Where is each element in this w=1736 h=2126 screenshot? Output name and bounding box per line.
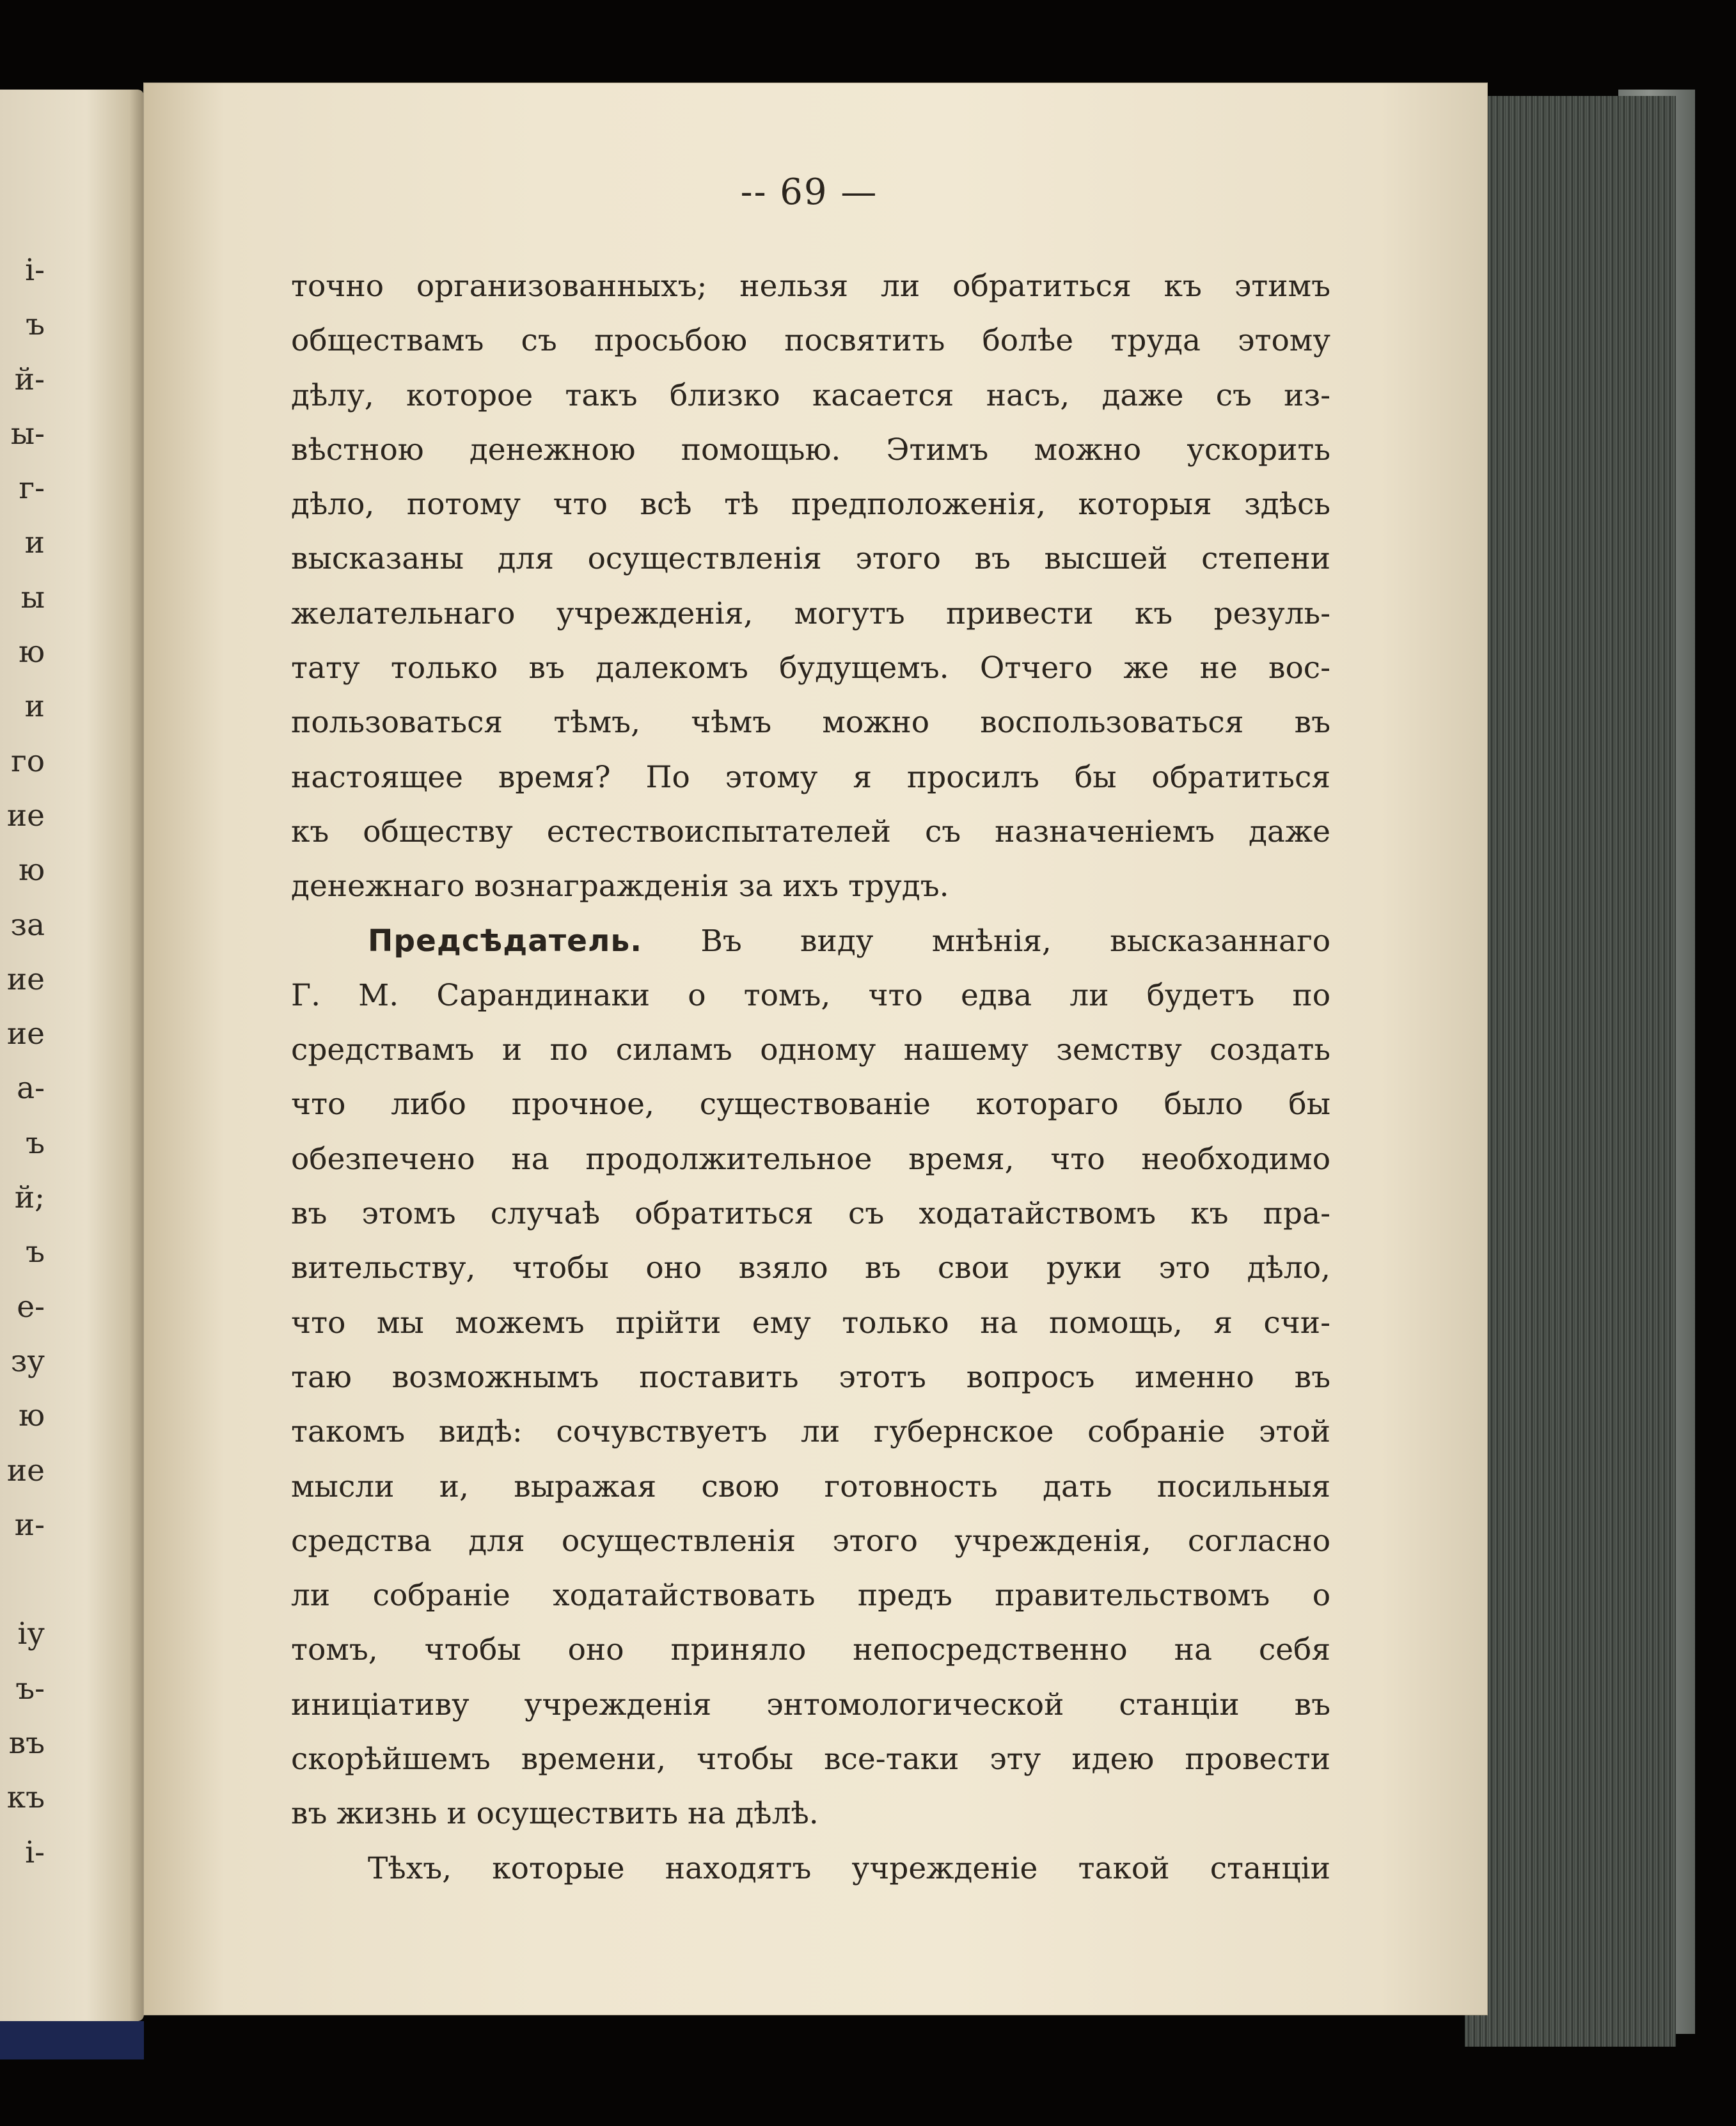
- left-facing-page: [0, 90, 144, 2021]
- left-fragment: а-: [17, 1071, 45, 1106]
- text-line: что либо прочное, существованіе котораго было бы: [291, 1087, 1330, 1122]
- text-line: Тѣхъ, которые находятъ учрежденіе такой станціи: [368, 1850, 1330, 1886]
- left-page-text-fragments: [0, 243, 45, 1880]
- page-number: -- 69 —: [740, 171, 878, 213]
- left-fragment: й;: [14, 1180, 45, 1216]
- left-fragment: за: [10, 907, 45, 943]
- text-line: вѣстною денежною помощью. Этимъ можно ускорить: [291, 432, 1330, 468]
- speaker-text: Въ виду мнѣнія, высказаннаго: [700, 923, 1330, 959]
- left-fragment: ы: [20, 579, 45, 615]
- left-fragment: ъ-: [15, 1671, 45, 1706]
- text-line: дѣло, потому что всѣ тѣ предположенія, которыя здѣсь: [291, 487, 1330, 523]
- text-line: къ обществу естествоиспытателей съ назначеніемъ даже: [291, 814, 1330, 849]
- text-line: иниціативу учрежденія энтомологической станціи въ: [291, 1687, 1330, 1722]
- text-line: мысли и, выражая свою готовность дать посильныя: [291, 1469, 1330, 1504]
- left-fragment: ие: [6, 1453, 45, 1488]
- left-fragment: ъ: [26, 1125, 45, 1161]
- left-fragment: въ: [8, 1726, 45, 1761]
- left-fragment: ие: [6, 961, 45, 997]
- text-line: въ этомъ случаѣ обратиться съ ходатайствомъ къ пра-: [291, 1196, 1330, 1232]
- text-line: настоящее время? По этому я просилъ бы обратиться: [291, 759, 1330, 795]
- page-block-edges: [1465, 96, 1676, 2047]
- left-fragment: го: [11, 743, 45, 779]
- left-fragment: ю: [19, 634, 45, 670]
- text-line: точно организованныхъ; нельзя ли обратиться къ этимъ: [291, 269, 1330, 304]
- left-fragment: ие: [6, 1016, 45, 1052]
- left-fragment: ю: [19, 1398, 45, 1434]
- left-fragment: і-: [25, 1834, 45, 1870]
- left-fragment: зу: [10, 1343, 45, 1379]
- text-line: что мы можемъ прійти ему только на помощь, я счи-: [291, 1305, 1330, 1341]
- text-line: обществамъ съ просьбою посвятить болѣе труда этому: [291, 323, 1330, 359]
- text-line: въ жизнь и осуществить на дѣлѣ.: [291, 1796, 819, 1832]
- text-line: томъ, чтобы оно приняло непосредственно на себя: [291, 1632, 1330, 1668]
- left-fragment: и: [24, 525, 45, 561]
- text-line: тату только въ далекомъ будущемъ. Отчего же не вос-: [291, 650, 1330, 686]
- left-fragment: и: [24, 689, 45, 725]
- left-fragment: ие: [6, 798, 45, 833]
- text-line: пользоваться тѣмъ, чѣмъ можно воспользоваться въ: [291, 705, 1330, 741]
- left-fragment: ы-: [10, 416, 45, 452]
- text-line: вительству, чтобы оно взяло въ свои руки это дѣло,: [291, 1250, 1330, 1286]
- text-line: дѣлу, которое такъ близко касается насъ, даже съ из-: [291, 377, 1330, 413]
- text-line: Г. М. Сарандинаки о томъ, что едва ли будетъ по: [291, 977, 1330, 1013]
- left-fragment: і-: [25, 253, 45, 288]
- left-fragment: г-: [19, 471, 45, 507]
- text-line: средства для осуществленія этого учрежденія, согласно: [291, 1523, 1330, 1559]
- text-line: такомъ видѣ: сочувствуетъ ли губернское собраніе этой: [291, 1414, 1330, 1450]
- text-line: денежнаго вознагражденія за ихъ трудъ.: [291, 869, 949, 904]
- left-fragment: [0, 1552, 45, 1607]
- text-line: скорѣйшемъ времени, чтобы все-таки эту идею провести: [291, 1742, 1330, 1777]
- page-body: [291, 259, 1330, 1896]
- text-line: высказаны для осуществленія этого въ высшей степени: [291, 541, 1330, 577]
- left-fragment: къ: [6, 1780, 45, 1816]
- left-fragment: ъ: [26, 307, 45, 343]
- left-fragment: и-: [14, 1507, 45, 1543]
- speaker-name: Предсѣдатель.: [368, 923, 643, 959]
- text-line: средствамъ и по силамъ одному нашему земству создать: [291, 1032, 1330, 1068]
- left-fragment: ъ: [26, 1234, 45, 1270]
- speaker-line: [291, 914, 1330, 968]
- text-line: ли собраніе ходатайствовать предъ правительствомъ о: [291, 1578, 1330, 1614]
- text-line: таю возможнымъ поставить этотъ вопросъ именно въ: [291, 1359, 1330, 1395]
- left-fragment: е-: [17, 1289, 45, 1325]
- left-fragment: ю: [19, 853, 45, 888]
- left-fragment: й-: [14, 361, 45, 397]
- left-fragment: іу: [17, 1616, 45, 1652]
- text-line: желательнаго учрежденія, могутъ привести къ резуль-: [291, 595, 1330, 631]
- text-line: обезпечено на продолжительное время, что необходимо: [291, 1141, 1330, 1177]
